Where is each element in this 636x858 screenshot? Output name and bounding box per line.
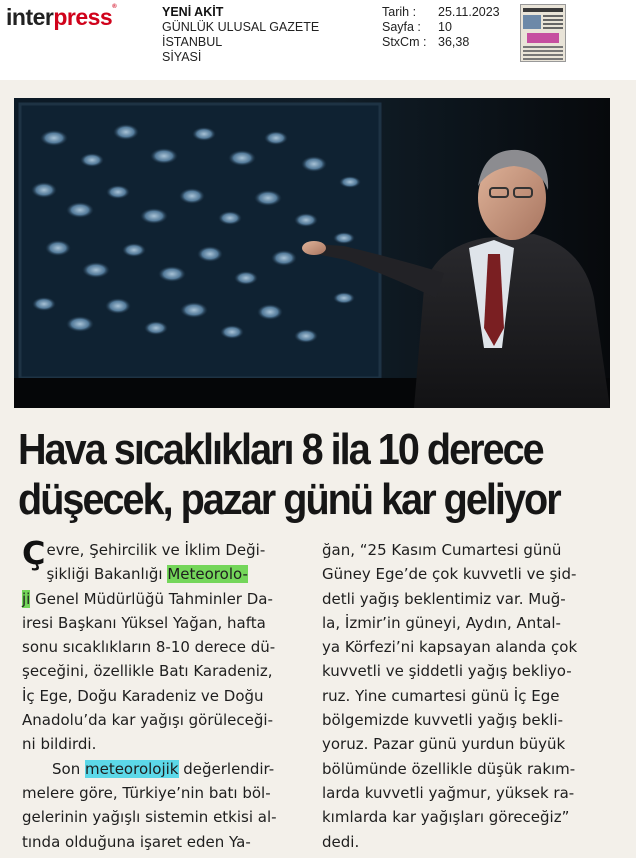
body-line: Çevre, Şehircilik ve İklim Deği- [22,534,266,572]
highlight-keyword: Meteorolo- [167,565,248,584]
meta-date-value: 25.11.2023 [438,5,500,19]
drop-cap: Ç [22,534,46,572]
publication-city: İSTANBUL [162,35,223,49]
body-line: yoruz. Pazar günü yurdun büyük [322,735,566,754]
body-line: ruz. Yine cumartesi günü İç Ege [322,686,560,705]
body-line: ji Genel Müdürlüğü Tahminler Da- [22,589,273,608]
meta-page-label: Sayfa : [382,20,421,34]
page-thumbnail[interactable] [520,4,566,62]
article-photo [14,98,610,408]
logo-text-main: inter [6,4,54,30]
meta-size-label: StxCm : [382,35,427,49]
highlight-keyword: ji [22,589,31,608]
highlight-keyword: meteorolojik [84,759,179,778]
interpress-logo [6,4,116,31]
body-line: ğan, “25 Kasım Cumartesi günü [322,541,562,559]
body-line: larda kuvvetli yağmur, yüksek ra- [322,783,575,802]
body-line: ni bildirdi. [22,735,97,754]
publication-section: SİYASİ [162,50,202,64]
body-line: iresi Başkanı Yüksel Yağan, hafta [22,613,266,632]
body-line: la, İzmir’in güneyi, Aydın, Antal- [322,613,561,632]
body-line: tında olduğuna işaret eden Ya- [22,832,251,851]
body-line: sonu sıcaklıkların 8-10 derece dü- [22,638,276,657]
body-line: ya Körfezi’ni kapsayan alanda çok [322,638,578,657]
publication-type: GÜNLÜK ULUSAL GAZETE [162,20,320,34]
body-line: detli yağış beklentimiz var. Muğ- [322,589,566,608]
article-column-1 [22,534,302,854]
meta-date-label: Tarih : [382,5,417,19]
meta-page-value: 10 [438,20,452,34]
body-line: İç Ege, Doğu Karadeniz ve Doğu [22,686,264,705]
body-line: şikliği Bakanlığı Meteorolo- [46,565,248,584]
headline-line-2: düşecek, pazar günü kar geliyor [18,475,560,524]
body-line: şeceğini, özellikle Batı Karadeniz, [22,662,273,681]
body-line: kımlarda kar yağışları göreceğiz” [322,808,570,827]
meta-date-row [382,5,500,20]
article-headline [18,425,558,525]
body-line: Güney Ege’de çok kuvvetli ve şid- [322,565,577,584]
body-line: dedi. [322,832,360,851]
body-line: Anadolu’da kar yağışı görüleceği- [22,711,273,730]
publication-name: YENİ AKİT [162,5,224,19]
body-line: Son meteorolojik değerlendir- [52,759,275,778]
article-column-2 [322,538,622,854]
clipping-header [0,0,636,80]
meta-size-value: 36,38 [438,35,470,49]
body-line: bölgemizde kuvvetli yağış bekli- [322,711,564,730]
body-line: kuvvetli ve şiddetli yağış bekliyo- [322,662,572,681]
body-line: bölümünde özellikle düşük rakım- [322,759,576,778]
body-line: gelerinin yağışlı sistemin etkisi al- [22,808,277,827]
meta-size-row [382,35,500,50]
logo-text-accent: press [53,4,113,30]
registered-mark: ® [112,4,117,10]
body-line: melere göre, Türkiye’nin batı böl- [22,783,271,802]
newspaper-clipping [0,80,636,858]
photo-meteorologist-at-weather-screen [14,98,610,408]
meta-page-row [382,20,500,35]
headline-line-1: Hava sıcaklıkları 8 ila 10 derece [18,425,543,474]
publication-info [162,5,319,65]
clipping-meta [382,5,500,50]
